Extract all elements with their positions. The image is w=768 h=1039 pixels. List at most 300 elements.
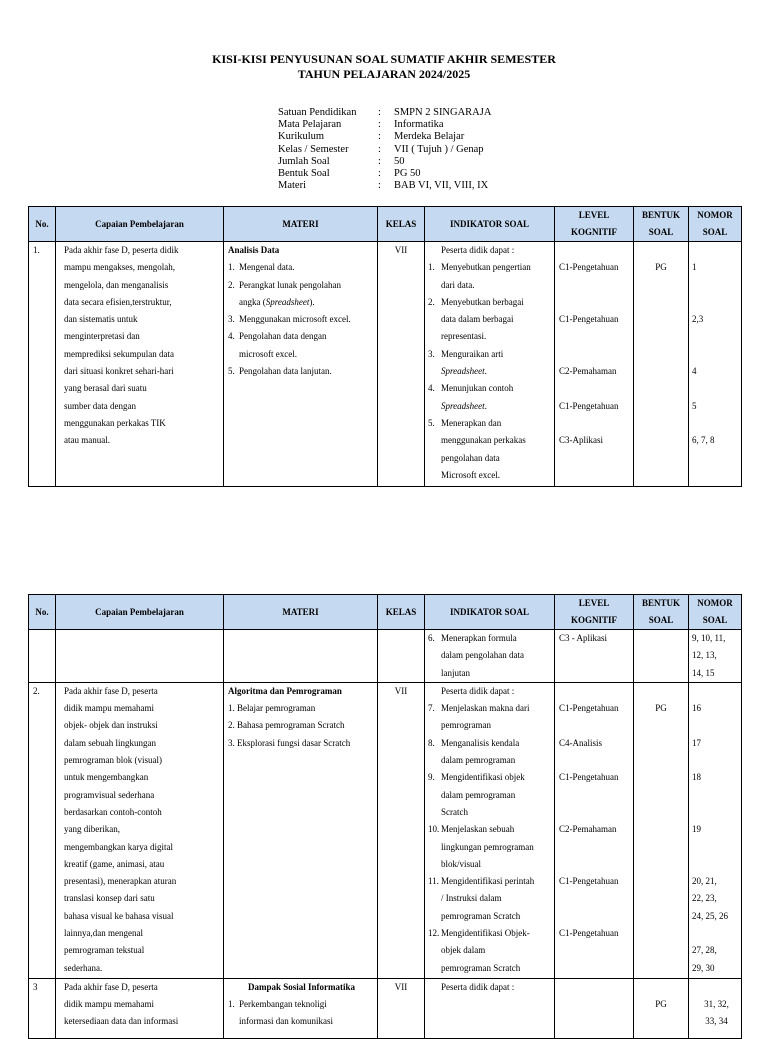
materi-item [228,277,375,294]
kisi-table-1 [28,206,742,487]
capaian-line: translasi konsep dari satu [64,893,155,904]
item-text: lingkungan pemrograman [441,841,534,852]
indikator-item [428,873,552,890]
spacer [692,277,741,294]
spacer [692,346,741,363]
capaian-cell [56,682,224,978]
item-text: Mengidentifikasi perintah [441,876,535,887]
meta-key: Kelas / Semester [278,143,349,155]
capaian-line: Pada akhir fase D, peserta [64,981,158,992]
indikator-item [428,821,552,838]
spacer [692,683,741,700]
item-number: 9. [428,772,435,783]
item-number [428,908,441,925]
spacer [559,890,633,907]
level-value: C2-Pemahaman [559,824,617,835]
item-text: data dalam berbagai [441,314,514,325]
kelas-cell: VII [378,242,425,487]
nomor-value: 31, 32, [704,999,729,1010]
level-value: C1-Pengetahuan [559,703,619,714]
col-no: No. [29,595,56,630]
item-number: 7. [428,703,435,714]
meta-value: Informatika [394,119,444,131]
col-nomor: NOMOR SOAL [689,207,742,242]
bentuk-cell: PG [634,978,689,1038]
spacer [692,787,741,804]
nomor-value: 9, 10, 11, [692,633,726,643]
kelas-cell: VII [378,682,425,978]
meta-row [278,180,491,192]
materi-item [228,996,375,1013]
col-indikator: INDIKATOR SOAL [425,207,555,242]
meta-info [278,107,491,192]
item-text: Menyebutkan berbagai [441,296,524,307]
col-materi: MATERI [224,595,378,630]
indikator-item [428,415,552,432]
nomor-value: 24, 25, 26 [692,910,728,921]
meta-value: PG 50 [394,168,421,180]
item-text: pemrograman [441,720,491,731]
indikator-item [428,700,552,717]
capaian-line: dan sistematis untuk [64,314,138,325]
item-number [428,277,441,294]
indikator-item [428,769,552,786]
item-text: Microsoft excel. [441,469,500,480]
item-text: pemrograman Scratch [441,910,521,921]
row-no: 1. [29,242,56,487]
indikator-item [428,380,552,397]
indikator-item [428,839,552,856]
item-number: 1. [228,262,235,273]
item-number: 1. [228,999,235,1010]
level-cell [555,242,634,487]
item-text: Menyebutkan pengertian [441,262,531,273]
materi-item [228,294,375,311]
meta-colon: : [378,168,381,180]
item-number [428,942,441,959]
item-number [428,311,441,328]
spacer [559,752,633,769]
meta-key: Bentuk Soal [278,168,330,180]
meta-value: 50 [394,155,405,167]
capaian-line: lainnya,dan mengenal [64,928,143,939]
spacer [559,242,633,259]
item-text: lanjutan [441,667,470,678]
item-number: 2. [428,296,435,307]
item-text: Spreadsheet. [441,400,487,411]
item-number [428,787,441,804]
col-materi: MATERI [224,207,378,242]
indikator-item [428,311,552,328]
item-number [428,398,441,415]
item-text: / Instruksi dalam [441,893,502,904]
col-kelas: KELAS [378,207,425,242]
bentuk-cell: PG [634,242,689,487]
indikator-item [428,890,552,907]
capaian-line: dalam sebuah lingkungan [64,737,156,748]
materi-item [228,363,375,380]
item-number [428,328,441,345]
meta-key: Kurikulum [278,131,325,143]
materi-cell [224,682,378,978]
indikator-item [428,665,552,682]
item-text: objek dalam [441,945,486,956]
spacer [692,925,741,942]
header-row [29,595,742,630]
meta-row [278,107,491,119]
level-cell: C3 - Aplikasi [555,630,634,683]
document-title-line1: KISI-KISI PENYUSUNAN SOAL SUMATIF AKHIR SEMESTER [212,52,556,66]
item-text: Spreadsheet. [441,366,487,377]
item-number: 5. [228,366,235,377]
item-number [428,717,441,734]
nomor-value: 20, 21, [692,876,717,887]
indikator-item [428,717,552,734]
indikator-item [428,294,552,311]
item-text: dalam pemrograman [441,789,516,800]
level-value: C1-Pengetahuan [559,928,619,939]
nomor-value: 6, 7, 8 [692,435,715,446]
item-number [428,432,441,449]
materi-item [228,1013,375,1030]
col-capaian: Capaian Pembelajaran [56,207,224,242]
capaian-line: Pada akhir fase D, peserta didik [64,245,179,255]
spacer [692,415,741,432]
item-text: angka (Spreadsheet). [239,296,315,307]
table-row [29,630,742,683]
item-number: 2. [228,279,235,290]
capaian-line: presentasi), menerapkan aturan [64,876,177,887]
indikator-cell [425,682,555,978]
materi-title: Algoritma dan Pemrograman [228,685,342,696]
capaian-line: mengembangkan karya digital [64,841,173,852]
item-text: Mengidentifikasi objek [441,772,525,783]
document-title-line2: TAHUN PELAJARAN 2024/2025 [297,67,471,81]
col-level: LEVEL KOGNITIF [555,207,634,242]
item-text: dari data. [441,279,475,290]
item-number: 4. [228,331,235,342]
nomor-value: 33, 34 [705,1016,728,1027]
materi-item [228,346,375,363]
capaian-line: menggunakan perkakas TIK [64,417,166,428]
meta-colon: : [378,155,381,167]
meta-value: Merdeka Belajar [394,131,465,143]
nomor-value: 16 [692,703,701,714]
indikator-item [428,432,552,449]
item-number [428,752,441,769]
spacer [559,328,633,345]
capaian-line: data secara efisien,terstruktur, [64,296,172,307]
meta-colon: : [378,107,381,118]
materi-cell [224,242,378,487]
indikator-item [428,328,552,345]
materi-item: 1. Belajar pemrograman [228,703,316,714]
item-number [428,647,441,664]
col-nomor: NOMOR SOAL [689,595,742,630]
nomor-value: 12, 13, [692,650,717,661]
level-value: C1-Pengetahuan [559,876,619,887]
item-text: Menunjukan contoh [441,383,514,394]
item-text: dalam pengolahan data [441,650,524,661]
spacer [692,856,741,873]
col-kelas: KELAS [378,595,425,630]
indikator-item [428,925,552,942]
indikator-item [428,398,552,415]
item-text: Perangkat lunak pengolahan [239,279,341,290]
spacer [559,415,633,432]
item-number: 10. [428,824,440,835]
capaian-line: pemrograman blok (visual) [64,755,162,766]
materi-item [228,259,375,276]
item-number: 1. [428,262,435,273]
item-number [228,346,239,363]
item-number [428,665,441,682]
meta-key: Jumlah Soal [278,155,330,167]
nomor-cell [689,682,742,978]
nomor-value: 4 [692,366,697,377]
item-number [428,890,441,907]
item-number: 8. [428,737,435,748]
capaian-cell [56,978,224,1038]
spacer [692,717,741,734]
item-text: Perkembangan teknoligi [239,999,327,1010]
indikator-intro: Peserta didik dapat : [441,245,515,255]
col-no: No. [29,207,56,242]
indikator-item [428,647,552,664]
item-number: 4. [428,383,435,394]
col-level: LEVEL KOGNITIF [555,595,634,630]
item-number [428,467,441,484]
meta-row [278,168,491,180]
level-value: C1-Pengetahuan [559,772,619,783]
spacer [559,856,633,873]
nomor-value: 19 [692,824,701,835]
kelas-cell: VII [378,978,425,1038]
capaian-cell [56,242,224,487]
item-text: Menjelaskan makna dari [441,703,530,714]
item-text: Scratch [441,806,468,817]
item-number: 3. [228,314,235,325]
capaian-line: yang diberikan, [64,824,120,835]
capaian-line: memprediksi sekumpulan data [64,348,174,359]
indikator-item [428,804,552,821]
item-number [428,856,441,873]
item-number [228,1013,239,1030]
nomor-value: 14, 15 [692,667,715,678]
indikator-item [428,467,552,484]
spacer [559,787,633,804]
row-no: 2. [29,682,56,978]
item-number [428,839,441,856]
level-value: C1-Pengetahuan [559,400,619,411]
spacer [692,294,741,311]
kisi-table-2 [28,594,742,1039]
spacer [559,717,633,734]
nomor-value: 2,3 [692,314,704,325]
level-value: C2-Pemahaman [559,366,617,377]
indikator-item [428,960,552,977]
item-text: Menerapkan formula [441,633,517,643]
capaian-line: dari situasi konkret sehari-hari [64,366,174,377]
indikator-item [428,259,552,276]
capaian-line: objek- objek dan instruksi [64,720,158,731]
indikator-item [428,856,552,873]
item-text: Menerapkan dan [441,417,502,428]
spacer [559,294,633,311]
capaian-line: yang berasal dari suatu [64,383,147,394]
item-text: Mengenal data. [239,262,295,273]
indikator-item [428,908,552,925]
item-text: blok/visual [441,858,481,869]
meta-row [278,131,491,143]
indikator-item [428,752,552,769]
col-indikator: INDIKATOR SOAL [425,595,555,630]
item-number [428,450,441,467]
capaian-line: programvisual sederhana [64,789,155,800]
table-row [29,682,742,978]
col-capaian: Capaian Pembelajaran [56,595,224,630]
level-value: C4-Analisis [559,737,603,748]
item-text: Menggunakan microsoft excel. [239,314,351,325]
item-text: Menguraikan arti [441,348,504,359]
item-text: Mengidentifikasi Objek- [441,928,530,939]
spacer [559,908,633,925]
meta-value: VII ( Tujuh ) / Genap [394,143,484,155]
capaian-line: ketersediaan data dan informasi [64,1016,179,1027]
capaian-line: sumber data dengan [64,400,136,411]
spacer [692,839,741,856]
item-text: representasi. [441,331,487,342]
nomor-value: 1 [692,262,697,273]
item-number: 12. [428,928,440,939]
level-cell [555,682,634,978]
indikator-item [428,787,552,804]
nomor-cell [689,630,742,683]
capaian-line: Pada akhir fase D, peserta [64,685,158,696]
spacer [692,242,741,259]
nomor-value: 17 [692,737,701,748]
capaian-line: bahasa visual ke bahasa visual [64,910,174,921]
spacer [559,346,633,363]
spacer [559,277,633,294]
level-value: C3-Aplikasi [559,435,603,446]
item-number [428,363,441,380]
nomor-value: 27, 28, [692,945,717,956]
materi-item [228,328,375,345]
bentuk-cell: PG [634,682,689,978]
spacer [559,683,633,700]
materi-cell [224,978,378,1038]
level-value: C1-Pengetahuan [559,314,619,325]
col-bentuk: BENTUK SOAL [634,595,689,630]
capaian-line: sederhana. [64,962,103,973]
item-number: 3. [428,348,435,359]
meta-key: Mata Pelajaran [278,119,342,131]
nomor-value: 29, 30 [692,962,715,973]
spacer [559,839,633,856]
spacer [692,752,741,769]
capaian-line: mengelola, dan menganalisis [64,279,169,290]
meta-value: SMPN 2 SINGARAJA [394,107,492,118]
meta-key: Materi [278,180,306,192]
item-text: pemrograman Scratch [441,962,521,973]
capaian-line: menginterpretasi dan [64,331,140,342]
indikator-item [428,450,552,467]
meta-colon: : [378,143,381,155]
capaian-line: didik mampu memahami [64,999,154,1010]
item-number [428,960,441,977]
item-text: Pengolahan data dengan [239,331,327,342]
indikator-item [428,346,552,363]
spacer [692,380,741,397]
level-value: C1-Pengetahuan [559,262,619,273]
meta-row [278,119,491,131]
meta-colon: : [378,131,381,143]
nomor-value: 18 [692,772,701,783]
materi-item [228,311,375,328]
item-number: 5. [428,417,435,428]
item-text: Menjelaskan sebuah [441,824,515,835]
capaian-line: mampu mengakses, mengolah, [64,262,175,273]
meta-key: Satuan Pendidikan [278,107,357,118]
col-bentuk: BENTUK SOAL [634,207,689,242]
table-row [29,242,742,487]
capaian-line: berdasarkan contoh-contoh [64,806,162,817]
indikator-item [428,942,552,959]
item-number [228,294,239,311]
indikator-item [428,363,552,380]
item-text: informasi dan komunikasi [239,1016,333,1027]
header-row [29,207,742,242]
meta-value: BAB VI, VII, VIII, IX [394,180,489,192]
nomor-cell [689,242,742,487]
item-text: Menganalisis kendala [441,737,520,748]
indikator-intro: Peserta didik dapat : [441,981,515,992]
indikator-item [428,735,552,752]
meta-row [278,144,491,156]
spacer [559,804,633,821]
table-row [29,978,742,1038]
item-text: pengolahan data [441,452,500,463]
item-number [428,804,441,821]
nomor-value: 22, 23, [692,893,717,904]
spacer [692,328,741,345]
capaian-line: kreatif (game, animasi, atau [64,858,165,869]
indikator-item [428,277,552,294]
meta-colon: : [378,180,381,192]
meta-colon: : [378,119,381,131]
indikator-cell [425,242,555,487]
nomor-value: 5 [692,400,697,411]
spacer [692,804,741,821]
meta-row [278,156,491,168]
item-text: dalam pemrograman [441,755,516,766]
item-text: Pengolahan data lanjutan. [239,366,332,377]
materi-item: 2. Bahasa pemrograman Scratch [228,720,345,731]
item-text: menggunakan perkakas [441,435,526,446]
capaian-line: didik mampu memahami [64,703,154,714]
capaian-line: pemrograman tekstual [64,945,145,956]
row-no: 3 [29,978,56,1038]
capaian-line: atau manual. [64,435,110,446]
materi-title: Dampak Sosial Informatika [247,981,355,992]
indikator-intro: Peserta didik dapat : [441,685,515,696]
item-number: 11. [428,876,439,887]
item-number: 6. [428,633,435,643]
indikator-item [428,630,552,647]
indikator-cell [425,630,555,683]
materi-title: Analisis Data [228,245,280,255]
